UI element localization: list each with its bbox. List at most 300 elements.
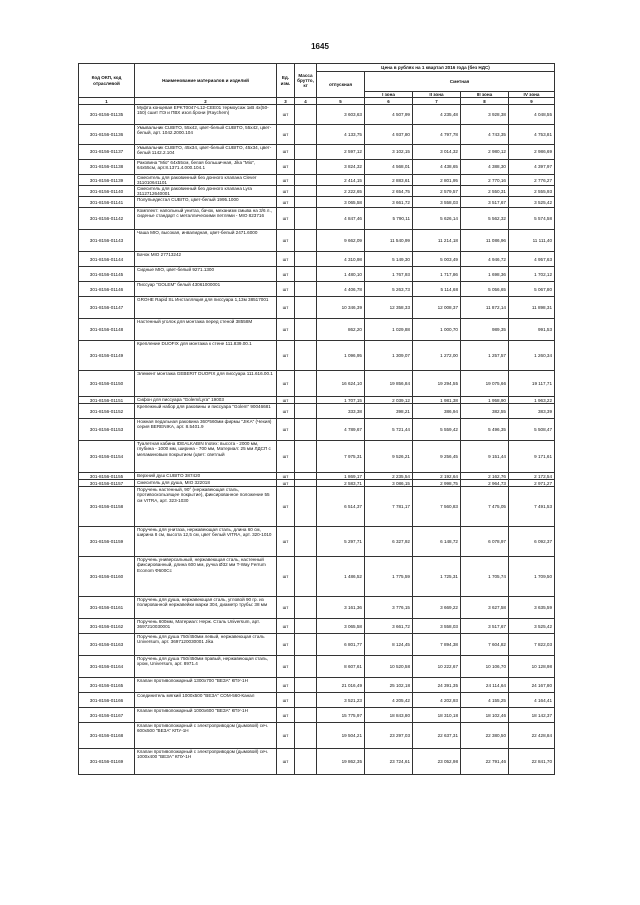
row-price-zone1: 5 149,30: [365, 252, 413, 267]
row-price-zone3: 9 151,44: [461, 441, 509, 473]
row-price-zone4: 4 164,41: [509, 693, 555, 708]
row-price-zone4: 7 491,53: [509, 487, 555, 527]
table-row: [79, 186, 555, 197]
row-price-release: 8 607,61: [317, 656, 365, 678]
row-code: 301-8156-01150: [79, 371, 135, 397]
row-price-release: 5 297,71: [317, 527, 365, 557]
row-price-release: 15 775,97: [317, 708, 365, 723]
row-unit: шт: [277, 693, 295, 708]
row-price-zone1: 3 661,72: [365, 619, 413, 634]
table-row: [79, 441, 555, 473]
row-price-zone2: 2 579,57: [413, 186, 461, 197]
table-row: [79, 297, 555, 319]
row-name: Смеситель для раковинный без донного клапана Clever 311010641101: [135, 175, 277, 186]
row-price-zone4: 4 048,55: [509, 105, 555, 125]
table-row: [79, 708, 555, 723]
row-price-zone1: 23 724,61: [365, 749, 413, 775]
row-unit: шт: [277, 297, 295, 319]
row-price-zone3: 3 928,38: [461, 105, 509, 125]
row-name: Поручень универсальный, нержавеющая сталь, настенный фиксированный, длина 600 мм, ручка Ø32 мм T-Way Ferrum Econom Ф600Cc: [135, 557, 277, 597]
row-unit: шт: [277, 473, 295, 480]
row-price-release: 3 824,32: [317, 160, 365, 175]
table-row: [79, 557, 555, 597]
row-price-zone1: 1 029,88: [365, 319, 413, 341]
row-price-zone4: 11 898,31: [509, 297, 555, 319]
row-price-zone3: 382,55: [461, 404, 509, 419]
table-row: [79, 282, 555, 297]
row-price-release: 1 096,95: [317, 341, 365, 371]
row-name: Смеситель для раковинный без донного клапана Lyra 3112712640001: [135, 186, 277, 197]
row-mass: [295, 749, 317, 775]
row-unit: шт: [277, 708, 295, 723]
column-number: 2: [135, 98, 277, 105]
row-price-zone4: 19 117,71: [509, 371, 555, 397]
row-name: Клапан противопожарный 1300х700 "ВЕЗА" КПУ-1Н: [135, 678, 277, 693]
row-code: 301-8156-01136: [79, 125, 135, 145]
row-price-release: 4 406,78: [317, 282, 365, 297]
row-price-zone4: 3 635,59: [509, 597, 555, 619]
row-name: Поручень настенный, 90° (нержавеющая сталь, противоскользящее покрытие), фиксированное положение 55 см VITRA, арт. 323-1030: [135, 487, 277, 527]
table-row: [79, 230, 555, 252]
table-row: [79, 175, 555, 186]
row-price-zone1: 3 102,15: [365, 145, 413, 160]
row-mass: [295, 145, 317, 160]
row-price-zone1: 4 568,01: [365, 160, 413, 175]
row-price-release: 333,38: [317, 404, 365, 419]
row-price-zone1: 19 856,84: [365, 371, 413, 397]
row-price-zone1: 5 721,44: [365, 419, 413, 441]
table-row: [79, 619, 555, 634]
row-price-zone3: 3 517,67: [461, 197, 509, 208]
table-row: [79, 319, 555, 341]
row-unit: шт: [277, 371, 295, 397]
row-mass: [295, 693, 317, 708]
row-unit: шт: [277, 487, 295, 527]
row-code: 301-8156-01168: [79, 723, 135, 749]
row-price-zone1: 2 883,61: [365, 175, 413, 186]
row-code: 301-8156-01140: [79, 186, 135, 197]
row-price-release: 4 133,75: [317, 125, 365, 145]
table-row: [79, 160, 555, 175]
row-price-zone1: 12 358,33: [365, 297, 413, 319]
row-mass: [295, 341, 317, 371]
row-mass: [295, 319, 317, 341]
table-row: [79, 634, 555, 656]
row-price-zone1: 5 790,11: [365, 208, 413, 230]
row-unit: шт: [277, 656, 295, 678]
row-price-release: 7 975,31: [317, 441, 365, 473]
table-row: [79, 480, 555, 487]
row-price-zone2: 3 558,03: [413, 197, 461, 208]
row-mass: [295, 125, 317, 145]
table-row: [79, 723, 555, 749]
row-code: 301-8156-01157: [79, 480, 135, 487]
header-estimate: Сметная: [365, 72, 555, 92]
row-mass: [295, 282, 317, 297]
row-price-zone1: 4 937,80: [365, 125, 413, 145]
row-code: 301-8156-01144: [79, 252, 135, 267]
row-name: Настенный уголок для монтажа перед стеной 38558M: [135, 319, 277, 341]
row-price-zone1: 3 086,15: [365, 480, 413, 487]
row-price-zone2: 23 052,98: [413, 749, 461, 775]
row-mass: [295, 297, 317, 319]
row-price-release: 3 521,23: [317, 693, 365, 708]
row-mass: [295, 404, 317, 419]
row-price-zone4: 1 702,12: [509, 267, 555, 282]
row-unit: шт: [277, 480, 295, 487]
row-price-zone1: 1 775,59: [365, 557, 413, 597]
row-price-zone2: 6 148,72: [413, 527, 461, 557]
row-price-zone2: 4 797,78: [413, 125, 461, 145]
row-mass: [295, 105, 317, 125]
row-price-zone2: 4 438,65: [413, 160, 461, 175]
row-mass: [295, 419, 317, 441]
row-name: Соединитель мягкий 1000х500 "ВЕЗА" СОМ-560-Канал: [135, 693, 277, 708]
row-unit: шт: [277, 441, 295, 473]
row-price-zone1: 2 039,12: [365, 397, 413, 404]
row-name: Поручень для душа 750/450мм левый, нержавеющая сталь Universum, арт. 3697120030001 Jika: [135, 634, 277, 656]
row-code: 301-8156-01169: [79, 749, 135, 775]
header-unit: Ед. изм.: [277, 64, 295, 98]
header-zone4: IV зона: [509, 91, 555, 97]
row-price-release: 2 222,65: [317, 186, 365, 197]
row-price-zone4: 18 142,37: [509, 708, 555, 723]
row-name: Раковина "Mio" 64х55см, белая большичная, Jika "Mio", 64х55см, арт.8.1371.4.000.104.1: [135, 160, 277, 175]
row-price-zone4: 5 508,47: [509, 419, 555, 441]
row-name: Крепление DUOFIX для монтажа к стене 111.839.00.1: [135, 341, 277, 371]
row-price-zone4: 383,39: [509, 404, 555, 419]
row-unit: шт: [277, 527, 295, 557]
table-body: [79, 105, 555, 775]
column-number: 8: [461, 98, 509, 105]
row-price-zone2: 3 669,22: [413, 597, 461, 619]
column-number: 4: [295, 98, 317, 105]
column-number: 6: [365, 98, 413, 105]
row-unit: шт: [277, 397, 295, 404]
row-price-zone4: 10 128,98: [509, 656, 555, 678]
row-mass: [295, 186, 317, 197]
row-unit: шт: [277, 723, 295, 749]
row-unit: шт: [277, 105, 295, 125]
row-price-release: 3 065,58: [317, 197, 365, 208]
row-price-zone1: 1 309,07: [365, 341, 413, 371]
row-name: Клапан противопожарный с электроприводом (дымовой) сеч. 600х500 "ВЕЗА" КПУ-1Н: [135, 723, 277, 749]
row-price-zone1: 10 520,58: [365, 656, 413, 678]
row-price-zone3: 4 946,72: [461, 252, 509, 267]
row-price-zone3: 5 562,32: [461, 208, 509, 230]
row-price-zone1: 2 654,75: [365, 186, 413, 197]
row-price-release: 862,20: [317, 319, 365, 341]
row-price-zone3: 6 078,97: [461, 527, 509, 557]
row-price-zone1: 23 297,03: [365, 723, 413, 749]
table-row: [79, 341, 555, 371]
row-name: Поручень 600мм, Материал: Нерж. Сталь Universum, арт. 3697210030001: [135, 619, 277, 634]
row-price-zone3: 2 770,16: [461, 175, 509, 186]
row-price-release: 4 310,98: [317, 252, 365, 267]
row-unit: шт: [277, 341, 295, 371]
table-row: [79, 371, 555, 397]
row-code: 301-8156-01152: [79, 404, 135, 419]
row-unit: шт: [277, 160, 295, 175]
row-price-release: 2 583,71: [317, 480, 365, 487]
row-name: Комплект: напольный унитаз, бачок, механизм смыва на 3/6 л., сиденье стандарт с металлическими петлями - MIO 823716: [135, 208, 277, 230]
row-price-release: 1 707,15: [317, 397, 365, 404]
row-unit: шт: [277, 175, 295, 186]
row-price-release: 9 662,09: [317, 230, 365, 252]
row-price-zone2: 11 214,18: [413, 230, 461, 252]
row-price-release: 21 016,49: [317, 678, 365, 693]
row-name: Верхний душ CUBITO 387420: [135, 473, 277, 480]
row-mass: [295, 160, 317, 175]
row-mass: [295, 230, 317, 252]
column-number: 7: [413, 98, 461, 105]
row-price-release: 19 504,21: [317, 723, 365, 749]
row-price-zone2: 1 000,70: [413, 319, 461, 341]
table-row: [79, 105, 555, 125]
column-number: 9: [509, 98, 555, 105]
row-code: 301-8156-01147: [79, 297, 135, 319]
row-mass: [295, 619, 317, 634]
row-mass: [295, 441, 317, 473]
row-code: 301-8156-01138: [79, 160, 135, 175]
row-price-zone3: 10 106,70: [461, 656, 509, 678]
row-price-zone2: 10 222,67: [413, 656, 461, 678]
row-price-zone4: 22 428,84: [509, 723, 555, 749]
row-name: Умывальник CUBITO, 45х34, цвет-белый CUBITO, 45х34, цвет-белый 1142.2.104: [135, 145, 277, 160]
row-code: 301-8156-01139: [79, 175, 135, 186]
row-name: Элемент монтажа GEBERIT DUOFIX для писсуара 111.616.00.1: [135, 371, 277, 397]
row-price-zone4: 4 957,63: [509, 252, 555, 267]
row-price-zone2: 12 008,37: [413, 297, 461, 319]
row-price-zone2: 7 560,83: [413, 487, 461, 527]
row-code: 301-8156-01167: [79, 708, 135, 723]
row-mass: [295, 397, 317, 404]
row-price-release: 1 869,17: [317, 473, 365, 480]
row-name: Бачок MIO 27713242: [135, 252, 277, 267]
row-mass: [295, 480, 317, 487]
row-mass: [295, 656, 317, 678]
row-price-release: 2 597,12: [317, 145, 365, 160]
row-code: 301-8156-01151: [79, 397, 135, 404]
row-price-release: 16 624,10: [317, 371, 365, 397]
row-price-release: 3 603,63: [317, 105, 365, 125]
row-price-zone3: 4 743,35: [461, 125, 509, 145]
row-mass: [295, 597, 317, 619]
table-row: [79, 749, 555, 775]
row-price-zone3: 7 604,82: [461, 634, 509, 656]
row-price-zone1: 25 102,18: [365, 678, 413, 693]
row-mass: [295, 252, 317, 267]
row-mass: [295, 267, 317, 282]
table-row: [79, 145, 555, 160]
row-price-zone3: 3 627,58: [461, 597, 509, 619]
row-price-zone3: 4 155,25: [461, 693, 509, 708]
row-price-zone4: 5 574,58: [509, 208, 555, 230]
row-price-release: 1 480,10: [317, 267, 365, 282]
row-price-zone3: 18 102,46: [461, 708, 509, 723]
row-price-zone4: 1 963,22: [509, 397, 555, 404]
table-row: [79, 473, 555, 480]
row-name: Смеситель для душа, MIO 322018: [135, 480, 277, 487]
row-price-zone3: 3 517,67: [461, 619, 509, 634]
column-number: 5: [317, 98, 365, 105]
row-price-zone4: 2 555,93: [509, 186, 555, 197]
row-code: 301-8156-01160: [79, 557, 135, 597]
row-price-zone3: 22 791,46: [461, 749, 509, 775]
row-price-zone4: 24 167,80: [509, 678, 555, 693]
row-unit: шт: [277, 634, 295, 656]
row-unit: шт: [277, 145, 295, 160]
row-unit: шт: [277, 197, 295, 208]
row-price-zone1: 9 526,21: [365, 441, 413, 473]
table-row: [79, 267, 555, 282]
row-name: Умывальник CUBITO, 55х42, цвет-белый CUBITO, 55х42, цвет-белый, арт. 1042.2000.104: [135, 125, 277, 145]
row-price-zone3: 2 162,76: [461, 473, 509, 480]
row-price-zone2: 18 310,18: [413, 708, 461, 723]
row-price-zone1: 4 205,42: [365, 693, 413, 708]
row-price-zone2: 4 202,93: [413, 693, 461, 708]
row-price-zone2: 3 558,03: [413, 619, 461, 634]
row-code: 301-8156-01153: [79, 419, 135, 441]
row-price-zone1: 2 235,54: [365, 473, 413, 480]
row-price-zone4: 1 709,50: [509, 557, 555, 597]
table-row: [79, 597, 555, 619]
row-price-zone4: 4 753,81: [509, 125, 555, 145]
row-price-zone1: 3 776,15: [365, 597, 413, 619]
row-unit: шт: [277, 557, 295, 597]
row-price-zone4: 7 822,03: [509, 634, 555, 656]
row-price-zone2: 22 637,31: [413, 723, 461, 749]
row-name: Полупьедестал CUBITO, цвет-белый 1995.1000: [135, 197, 277, 208]
table-row: [79, 656, 555, 678]
row-mass: [295, 197, 317, 208]
row-mass: [295, 527, 317, 557]
row-code: 301-8156-01162: [79, 619, 135, 634]
row-price-release: 4 789,67: [317, 419, 365, 441]
table-row: [79, 527, 555, 557]
row-mass: [295, 487, 317, 527]
table-row: [79, 208, 555, 230]
row-price-zone3: 22 380,50: [461, 723, 509, 749]
row-price-zone3: 2 550,31: [461, 186, 509, 197]
row-code: 301-8156-01163: [79, 634, 135, 656]
row-price-zone2: 1 725,31: [413, 557, 461, 597]
row-price-zone4: 5 067,80: [509, 282, 555, 297]
row-code: 301-8156-01145: [79, 267, 135, 282]
column-number-row: [79, 98, 555, 105]
header-release: отпускная: [317, 72, 365, 98]
row-mass: [295, 678, 317, 693]
table-row: [79, 678, 555, 693]
row-price-zone1: 18 843,80: [365, 708, 413, 723]
row-price-zone2: 24 391,35: [413, 678, 461, 693]
row-name: Крепежный набор для раковины и писсуара "Golem" 90046681: [135, 404, 277, 419]
row-unit: шт: [277, 319, 295, 341]
row-name: Поручень для душа, нержавеющая сталь, угловой 90 гр. из полированной нержавейки марки 304, диаметр трубы: 38 мм: [135, 597, 277, 619]
row-price-release: 1 486,52: [317, 557, 365, 597]
table-row: [79, 252, 555, 267]
row-price-release: 19 862,35: [317, 749, 365, 775]
row-code: 301-8156-01141: [79, 197, 135, 208]
row-price-zone3: 1 257,57: [461, 341, 509, 371]
row-name: Поручень для унитаза, нержавеющая сталь, длина 60 см, ширина 8 см, высота 12,5 см, цвет белый VITRA, арт. 320-1010: [135, 527, 277, 557]
row-price-zone1: 3 661,72: [365, 197, 413, 208]
row-price-zone2: 4 235,48: [413, 105, 461, 125]
table-row: [79, 197, 555, 208]
row-price-zone4: 2 172,54: [509, 473, 555, 480]
row-price-zone4: 11 111,40: [509, 230, 555, 252]
row-price-zone2: 386,94: [413, 404, 461, 419]
row-price-zone2: 5 003,49: [413, 252, 461, 267]
row-price-zone3: 1 698,36: [461, 267, 509, 282]
row-price-zone2: 2 998,75: [413, 480, 461, 487]
row-code: 301-8156-01143: [79, 230, 135, 252]
row-code: 301-8156-01166: [79, 693, 135, 708]
row-unit: шт: [277, 597, 295, 619]
table-row: [79, 419, 555, 441]
table-row: [79, 404, 555, 419]
row-mass: [295, 371, 317, 397]
row-unit: шт: [277, 230, 295, 252]
row-price-zone4: 2 776,27: [509, 175, 555, 186]
row-price-zone1: 1 767,93: [365, 267, 413, 282]
row-price-zone4: 3 525,42: [509, 197, 555, 208]
row-name: GROHE Rapid SL Инсталляция для писсуара 1,13м 38517001: [135, 297, 277, 319]
row-price-release: 3 065,58: [317, 619, 365, 634]
row-name: Чаша MIO, высокая, инвалидная, цвет-белый 2471.6000: [135, 230, 277, 252]
row-unit: шт: [277, 208, 295, 230]
row-unit: шт: [277, 419, 295, 441]
row-price-zone2: 5 626,14: [413, 208, 461, 230]
column-number: 3: [277, 98, 295, 105]
row-price-release: 6 514,37: [317, 487, 365, 527]
header-price-group: Цена в рублях на 1 квартал 2016 года (без НДС): [317, 64, 555, 72]
row-price-zone2: 5 114,68: [413, 282, 461, 297]
row-mass: [295, 634, 317, 656]
header-code: Код ОКП, код отраслевой: [79, 64, 135, 98]
row-code: 301-8156-01161: [79, 597, 135, 619]
row-price-zone3: 7 475,05: [461, 487, 509, 527]
row-price-zone2: 3 014,32: [413, 145, 461, 160]
row-code: 301-8156-01154: [79, 441, 135, 473]
row-mass: [295, 723, 317, 749]
row-code: 301-8156-01159: [79, 527, 135, 557]
table-row: [79, 693, 555, 708]
row-price-zone2: 2 801,95: [413, 175, 461, 186]
row-code: 301-8156-01149: [79, 341, 135, 371]
row-price-zone3: 19 075,66: [461, 371, 509, 397]
row-code: 301-8156-01137: [79, 145, 135, 160]
header-zone3: III зона: [461, 91, 509, 97]
row-code: 301-8156-01158: [79, 487, 135, 527]
row-unit: шт: [277, 678, 295, 693]
row-price-zone2: 7 894,38: [413, 634, 461, 656]
row-price-zone1: 398,21: [365, 404, 413, 419]
row-price-zone3: 5 496,35: [461, 419, 509, 441]
row-code: 301-8156-01155: [79, 473, 135, 480]
row-price-zone2: 5 559,42: [413, 419, 461, 441]
row-name: Муфта концевая EPKT0047-L12-CEE01 термоусаж 1кВ 4х(50-150) сшит ПЭ и ПВХ изол.брони (Raychem): [135, 105, 277, 125]
row-price-zone1: 6 327,92: [365, 527, 413, 557]
row-mass: [295, 175, 317, 186]
row-name: Ножная педальная раковина 360*560мм фирмы "JIKA" (Чехия) серия BERENIKA, арт. 8.5401.9: [135, 419, 277, 441]
row-price-release: 3 161,36: [317, 597, 365, 619]
row-code: 301-8156-01164: [79, 656, 135, 678]
row-price-zone3: 2 980,12: [461, 145, 509, 160]
row-price-zone1: 5 263,73: [365, 282, 413, 297]
row-mass: [295, 708, 317, 723]
row-unit: шт: [277, 252, 295, 267]
